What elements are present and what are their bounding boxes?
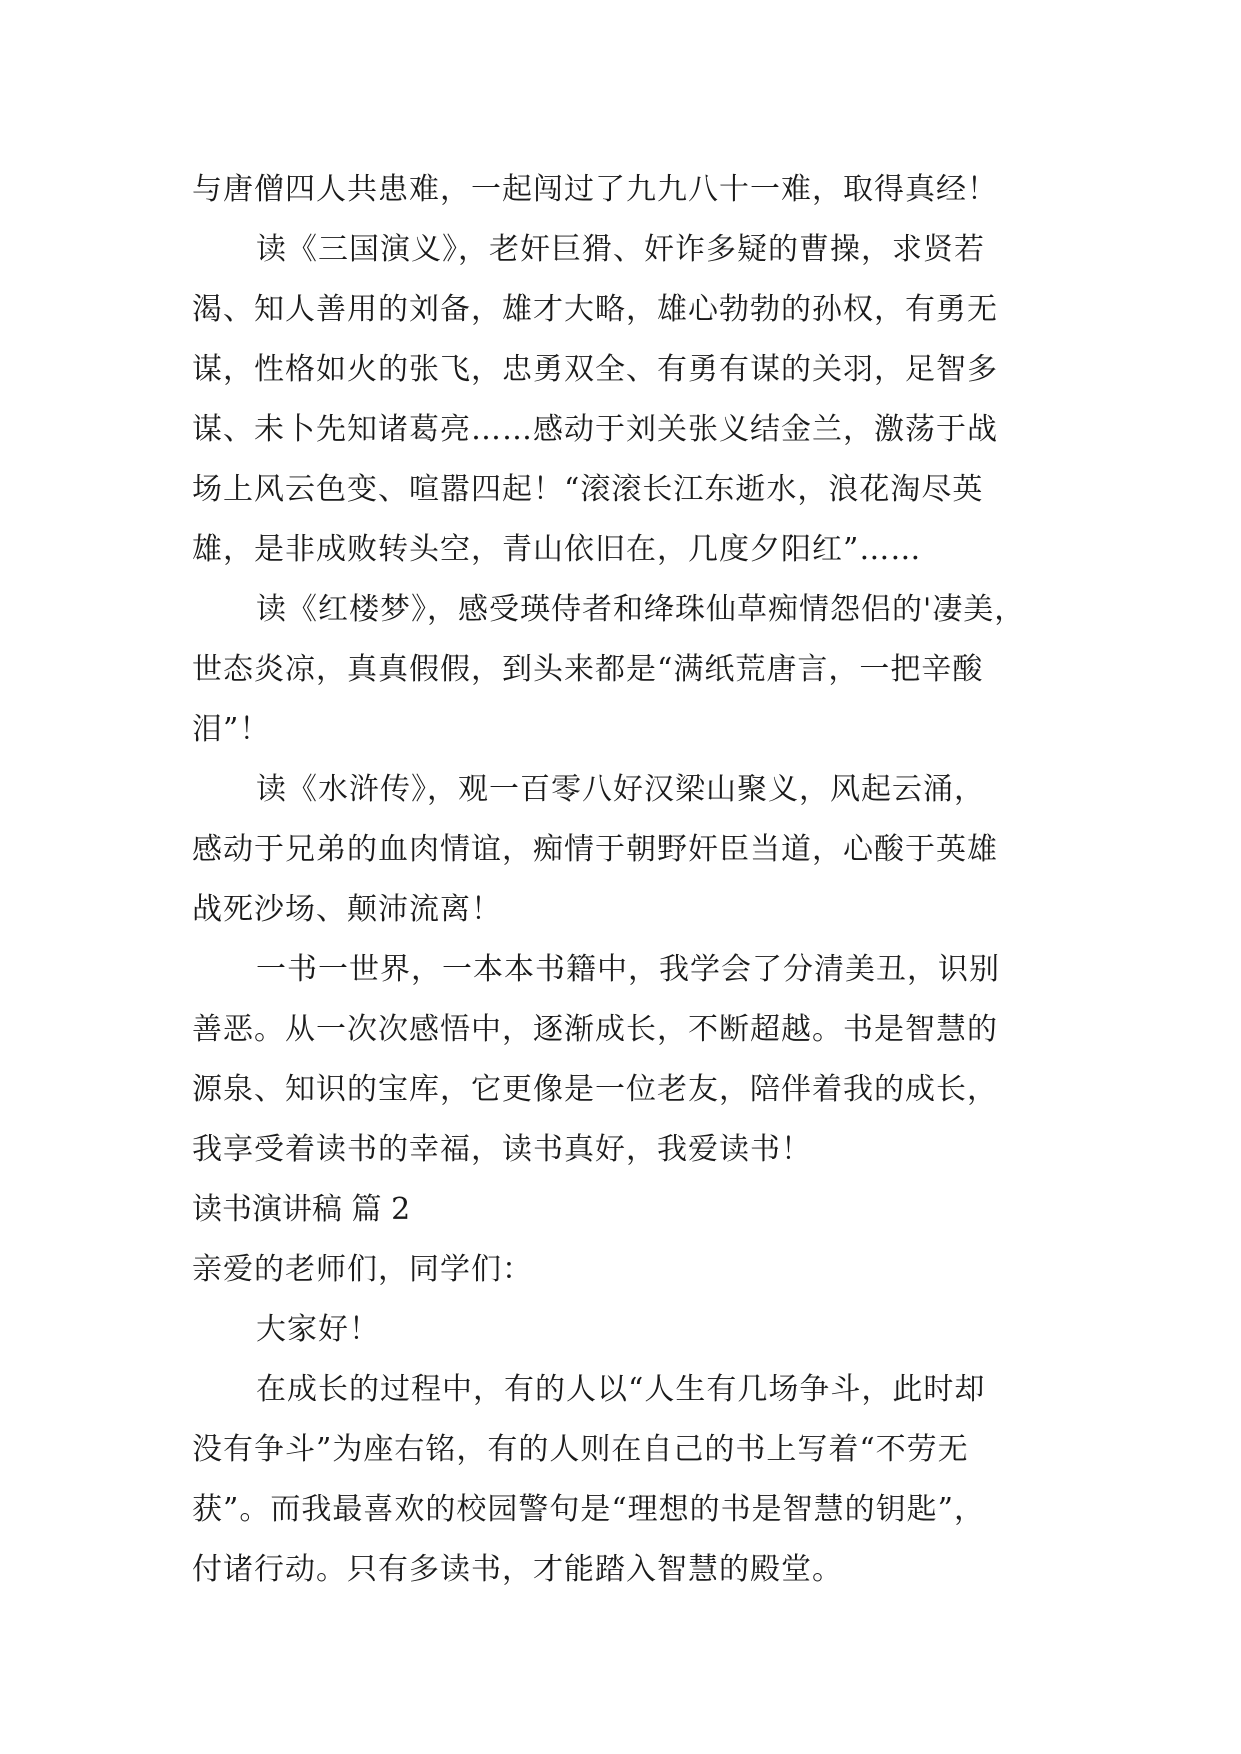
- paragraph-line: 读《水浒传》，观一百零八好汉梁山聚义，风起云涌，: [256, 772, 985, 807]
- paragraph-line: 我享受着读书的幸福，读书真好，我爱读书！: [192, 1132, 812, 1167]
- paragraph-line: 战死沙场、颠沛流离！: [192, 892, 502, 927]
- paragraph-line: 世态炎凉，真真假假，到头来都是“满纸荒唐言，一把辛酸: [192, 652, 984, 687]
- paragraph-line: 读《三国演义》，老奸巨猾、奸诈多疑的曹操，求贤若: [256, 232, 985, 267]
- paragraph-line: 感动于兄弟的血肉情谊，痴情于朝野奸臣当道，心酸于英雄: [192, 832, 998, 867]
- paragraph-line: 获”。而我最喜欢的校园警句是“理想的书是智慧的钥匙”，: [192, 1492, 986, 1527]
- paragraph-line: 场上风云色变、喧嚣四起！“滚滚长江东逝水，浪花淘尽英: [192, 472, 984, 507]
- section-title: 读书演讲稿 篇 2: [192, 1192, 411, 1227]
- paragraph-line: 一书一世界，一本本书籍中，我学会了分清美丑，识别: [256, 952, 1000, 987]
- paragraph-line: 没有争斗”为座右铭，有的人则在自己的书上写着“不劳无: [192, 1432, 969, 1467]
- paragraph-line: 与唐僧四人共患难，一起闯过了九九八十一难，取得真经！: [192, 172, 998, 207]
- salutation: 亲爱的老师们，同学们：: [192, 1252, 533, 1287]
- paragraph-line: 泪”！: [192, 712, 271, 747]
- paragraph-line: 谋，性格如火的张飞，忠勇双全、有勇有谋的关羽，足智多: [192, 352, 998, 387]
- paragraph-line: 谋、未卜先知诸葛亮……感动于刘关张义结金兰，激荡于战: [192, 412, 998, 447]
- paragraph-line: 渴、知人善用的刘备，雄才大略，雄心勃勃的孙权，有勇无: [192, 292, 998, 327]
- paragraph-line: 付诸行动。只有多读书，才能踏入智慧的殿堂。: [192, 1552, 843, 1587]
- paragraph-line: 雄，是非成败转头空，青山依旧在，几度夕阳红”……: [192, 532, 922, 567]
- paragraph-line: 读《红楼梦》，感受瑛侍者和绛珠仙草痴情怨侣的'凄美，: [256, 592, 1026, 627]
- paragraph-line: 善恶。从一次次感悟中，逐渐成长，不断超越。书是智慧的: [192, 1012, 998, 1047]
- greeting: 大家好！: [256, 1312, 380, 1347]
- paragraph-line: 在成长的过程中，有的人以“人生有几场争斗，此时却: [256, 1372, 986, 1407]
- paragraph-line: 源泉、知识的宝库，它更像是一位老友，陪伴着我的成长，: [192, 1072, 998, 1107]
- document-body: [192, 160, 1052, 1600]
